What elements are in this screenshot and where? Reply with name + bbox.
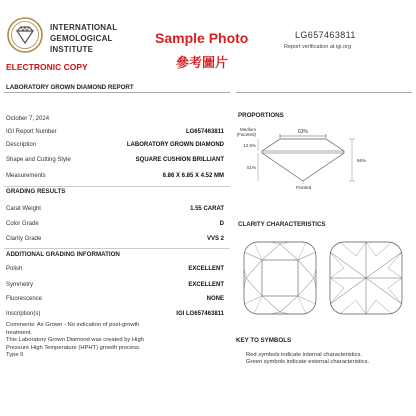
pavilion-view-diagram	[326, 238, 406, 318]
org-name-line3: INSTITUTE	[50, 45, 94, 54]
org-name-line2: GEMOLOGICAL	[50, 34, 113, 43]
report-number-header: LG657463811	[295, 30, 356, 40]
sample-photo-label: Sample Photo	[155, 30, 249, 46]
row-label: Fluorescence	[6, 296, 43, 302]
sample-photo-label-zh: 參考圖片	[176, 56, 229, 71]
key-title: KEY TO SYMBOLS	[236, 337, 292, 344]
report-title: LABORATORY GROWN DIAMOND REPORT	[6, 84, 134, 91]
row-value: IGI LG657463811	[176, 311, 224, 317]
clarity-title: CLARITY CHARACTERISTICS	[238, 221, 326, 228]
proportions-title: PROPORTIONS	[238, 112, 284, 119]
row-label: Color Grade	[6, 221, 39, 227]
additional-title: ADDITIONAL GRADING INFORMATION	[6, 251, 120, 258]
crown-percent: 12.5%	[243, 143, 256, 148]
report-row	[6, 173, 228, 183]
row-label: Inscription(s)	[6, 311, 41, 317]
top-divider-right	[236, 92, 412, 93]
row-value: VVS 2	[206, 236, 224, 242]
verification-note: Report verification at igi.org	[284, 44, 351, 50]
section-divider	[4, 248, 230, 249]
additional-row	[6, 266, 228, 276]
row-value: LG657463811	[185, 129, 224, 135]
proportions-diagram	[236, 122, 412, 192]
grading-row	[6, 221, 228, 231]
comments-line: Comments: As Grown - No indication of post-growth	[6, 322, 140, 328]
section-divider	[4, 186, 230, 187]
girdle-label-sub: (Faceted)	[236, 132, 256, 137]
row-value: LABORATORY GROWN DIAMOND	[126, 142, 224, 148]
row-value: EXCELLENT	[188, 282, 224, 288]
row-value: SQUARE CUSHION BRILLIANT	[135, 157, 224, 163]
row-label: Description	[6, 142, 37, 148]
grading-row	[6, 206, 228, 216]
row-value: 6.86 X 6.85 X 4.52 MM	[162, 173, 224, 179]
row-label: Clarity Grade	[6, 236, 42, 242]
grading-title: GRADING RESULTS	[6, 188, 66, 195]
crown-view-diagram	[240, 238, 320, 318]
igi-logo-icon	[6, 16, 44, 54]
row-label: Shape and Cutting Style	[6, 157, 71, 163]
org-name	[50, 22, 117, 55]
additional-row	[6, 282, 228, 292]
key-green-text: Green symbols indicate external characteristics.	[246, 359, 370, 366]
electronic-copy-label: ELECTRONIC COPY	[6, 62, 88, 72]
key-red-text: Red symbols indicate internal characteristics.	[246, 352, 362, 358]
report-date: October 7, 2024	[6, 116, 50, 122]
row-label: Polish	[6, 266, 23, 272]
report-row	[6, 157, 228, 167]
additional-row	[6, 311, 228, 321]
top-divider-left	[4, 92, 230, 93]
key-text-block	[246, 352, 369, 366]
row-label: Measurements	[6, 173, 46, 179]
depth-percent: 66%	[357, 158, 367, 163]
row-value: 1.55 CARAT	[190, 206, 224, 212]
row-label: Carat Weight	[6, 206, 41, 212]
comments-line: This Laboratory Grown Diamond was created by High	[6, 337, 144, 344]
additional-row	[6, 296, 228, 306]
row-value: EXCELLENT	[188, 266, 224, 272]
row-label: Symmetry	[6, 282, 33, 288]
row-value: NONE	[206, 296, 224, 302]
girdle-label: Medium	[239, 127, 256, 132]
comments-block	[6, 322, 221, 360]
comments-line: Type II	[6, 352, 24, 359]
row-value: D	[219, 221, 224, 227]
pavilion-percent: 51%	[246, 165, 256, 170]
grading-row	[6, 236, 228, 246]
comments-line: Pressure High Temperature (HPHT) growth process.	[6, 344, 141, 351]
row-label: IGI Report Number	[6, 129, 57, 135]
report-row	[6, 129, 228, 139]
table-percent: 63%	[297, 129, 309, 135]
org-name-line1: INTERNATIONAL	[50, 23, 118, 32]
comments-line: treatment.	[6, 329, 33, 336]
culet-label: Pointed	[296, 185, 312, 190]
report-row	[6, 142, 228, 152]
